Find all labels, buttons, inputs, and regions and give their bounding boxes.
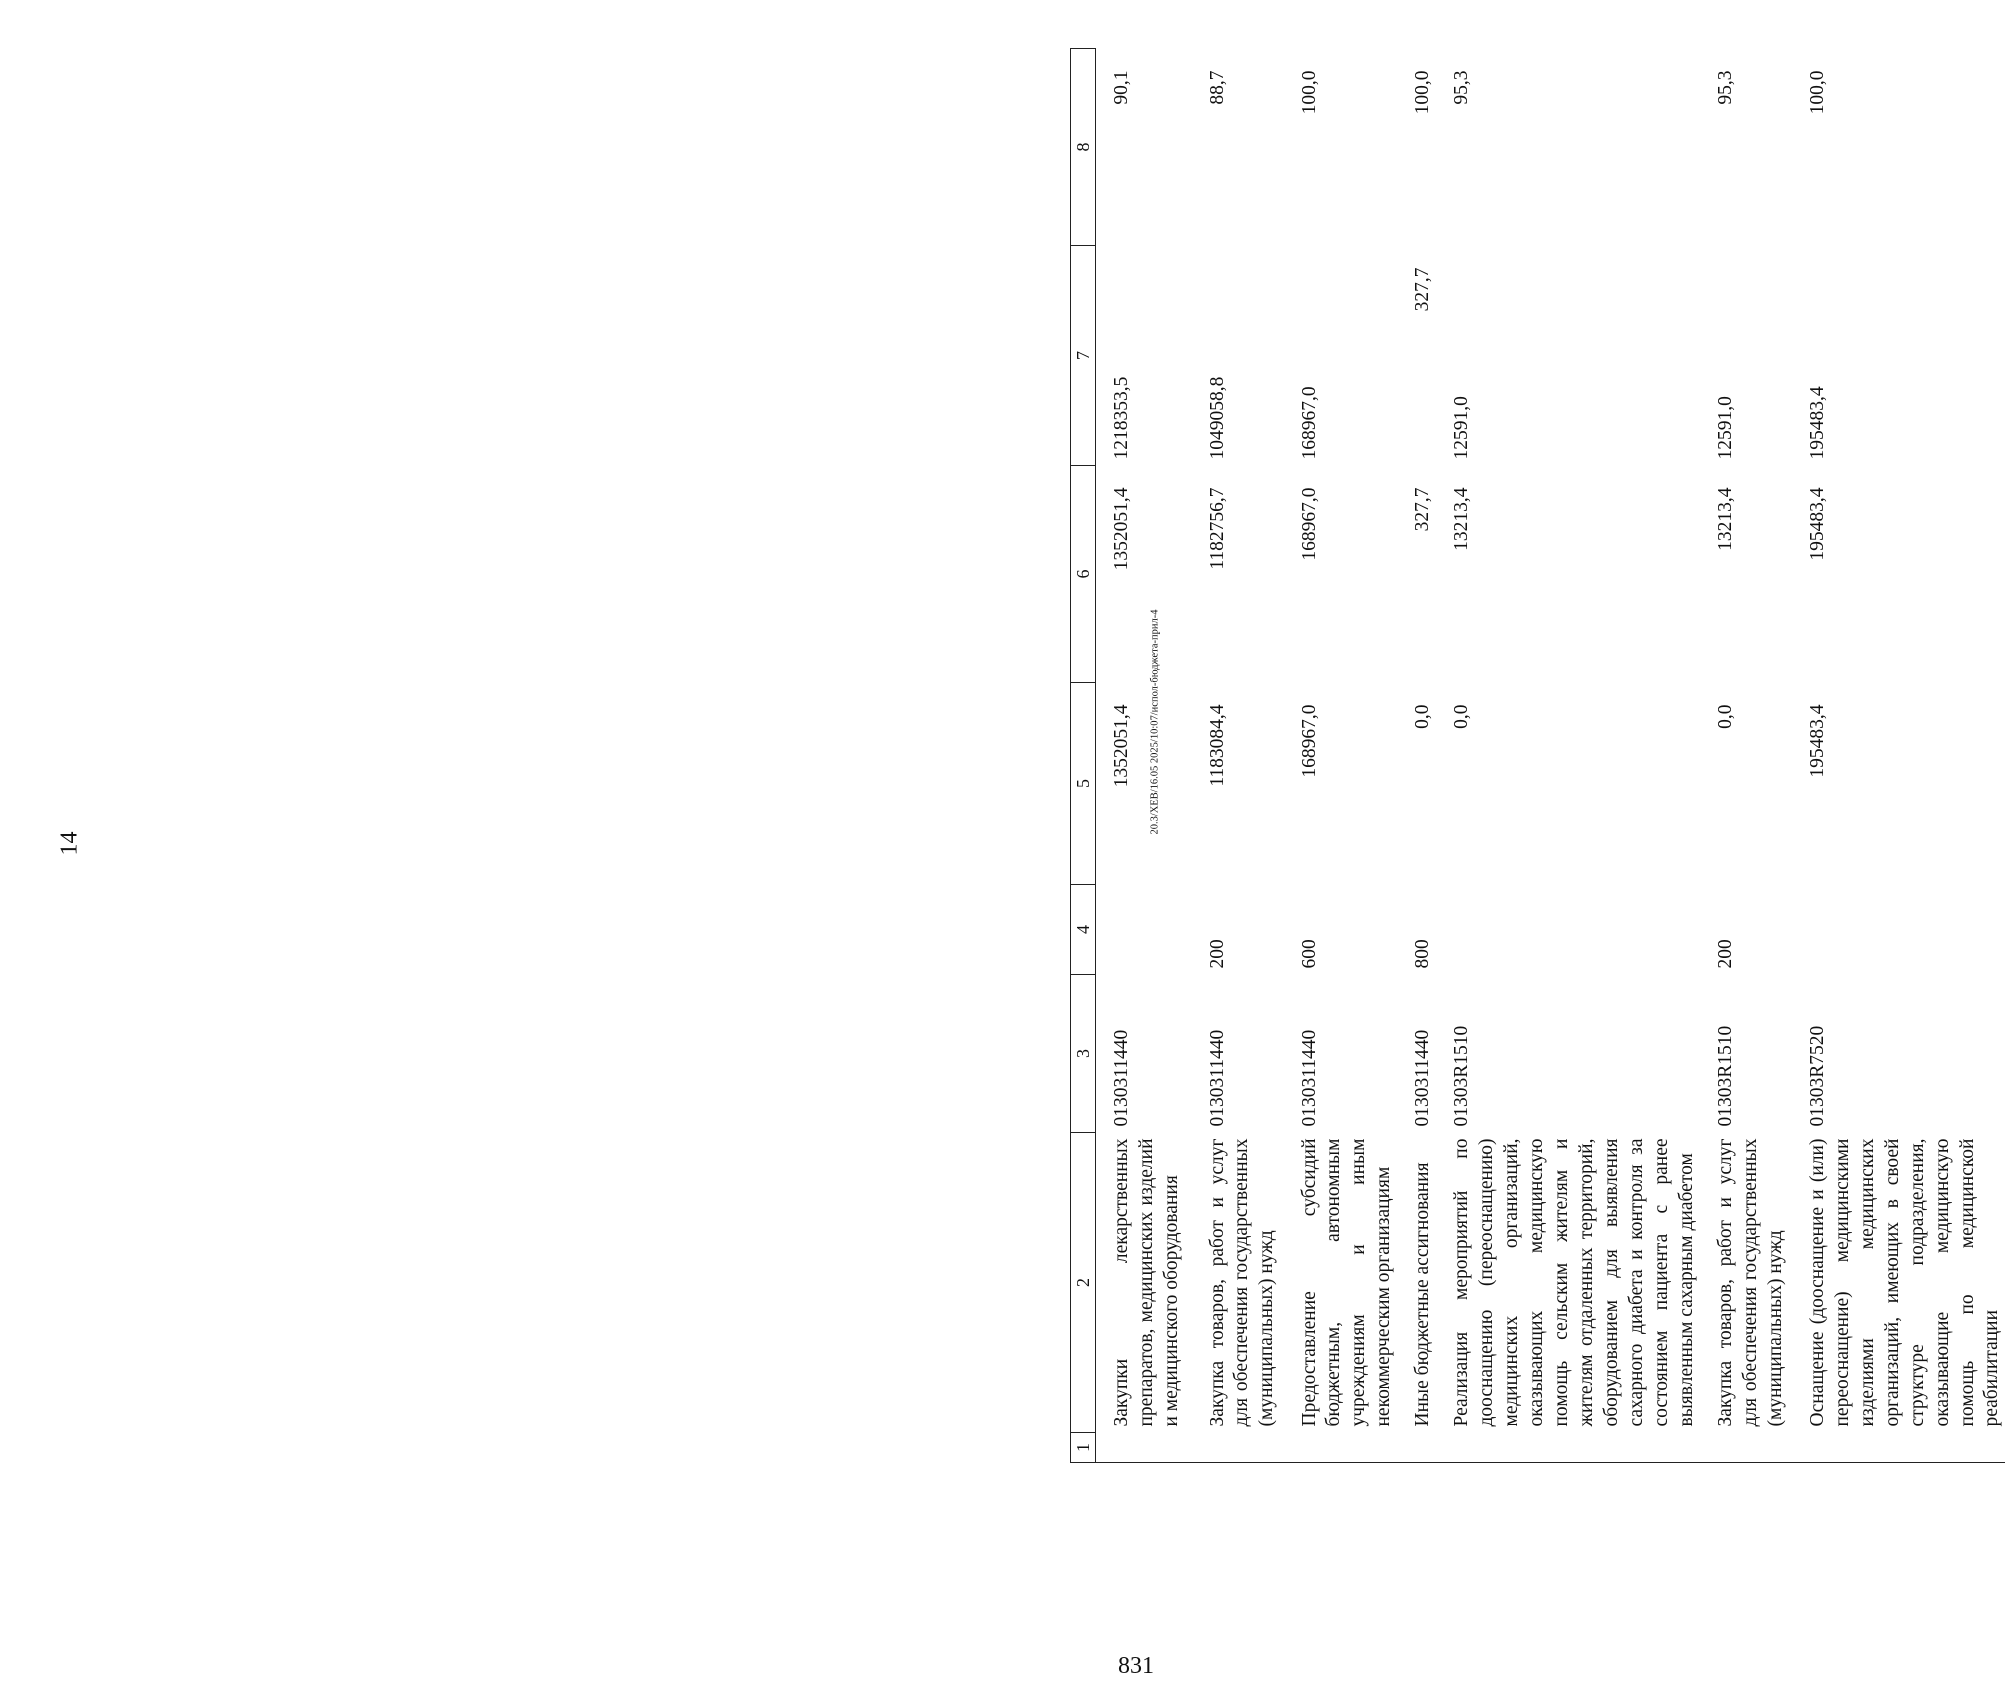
row-col7: 195483,4 (1806, 386, 1828, 460)
rotated-table-container (1070, 49, 2003, 1463)
stamp-text: 20.3/XEB/16.05 2025/10:07/испол-бюджета-прил-4 (1149, 609, 1161, 835)
row-col7: 12591,0 (1451, 396, 1473, 460)
row-vr: 200 (1714, 939, 1736, 969)
row-col7: 327,7 (1412, 267, 1434, 312)
col-header-4: 4 (1071, 885, 1096, 975)
col-header-5: 5 (1071, 683, 1096, 885)
row-name: Оснащение (дооснащение и (или) переоснащение) медицинскими изделиями медицинских организаций, имеющих в своей структуре подразделения, оказывающие медицинскую помощь по медицинской реабилитации (1806, 1138, 2003, 1427)
row-col6: 1352051,4 (1111, 487, 1132, 571)
row-col6: 327,7 (1412, 487, 1434, 532)
row-col8: 90,1 (1111, 70, 1132, 105)
row-vr: 800 (1412, 939, 1434, 969)
row-code: 0130311440 (1412, 1029, 1434, 1127)
col-header-3: 3 (1071, 975, 1096, 1133)
col-header-2: 2 (1071, 1133, 1096, 1433)
row-col8: 100,0 (1412, 70, 1434, 115)
row-col5: 1352051,4 (1111, 704, 1132, 788)
row-name: Предоставление субсидий бюджетным, автономным учреждениям и иным некоммерческим организациям (1298, 1138, 1395, 1427)
table-row (1096, 49, 1192, 1463)
table-row (1700, 49, 1792, 1463)
row-code: 0130311440 (1298, 1029, 1320, 1127)
row-code: 0130311440 (1111, 1029, 1132, 1127)
row-col5: 0,0 (1412, 704, 1434, 729)
table-row (1792, 49, 2005, 1463)
table-row (1284, 49, 1398, 1463)
row-col8: 100,0 (1298, 70, 1320, 115)
row-name: Закупка товаров, работ и услуг для обеспечения государственных (муниципальных) нужд (1206, 1138, 1278, 1427)
row-col5: 1183084,4 (1206, 704, 1228, 787)
row-col6: 1182756,7 (1206, 487, 1228, 570)
row-name: Иные бюджетные ассигнования (1412, 1162, 1434, 1427)
page-number: 14 (56, 831, 83, 856)
col-header-8: 8 (1071, 49, 1096, 246)
row-code: 01303R7520 (1806, 1025, 1828, 1127)
row-vr (1096, 885, 1192, 975)
row-col7: 12591,0 (1714, 396, 1736, 460)
table-row (1436, 49, 1700, 1463)
row-col8: 100,0 (1806, 70, 1828, 115)
row-col6: 13213,4 (1451, 487, 1473, 551)
col-header-7: 7 (1071, 246, 1096, 466)
row-code: 01303R1510 (1714, 1025, 1736, 1127)
table-header-row (1071, 49, 1096, 1463)
table-row (1192, 49, 1284, 1463)
row-col7: 1218353,5 (1111, 376, 1132, 460)
col-header-6: 6 (1071, 466, 1096, 683)
row-col7: 168967,0 (1298, 386, 1320, 460)
row-col5: 0,0 (1451, 704, 1473, 729)
row-col5: 0,0 (1714, 704, 1736, 729)
footer-page-number: 831 (1118, 1653, 1154, 1679)
row-col6: 195483,4 (1806, 487, 1828, 561)
row-col7: 1049058,8 (1206, 376, 1228, 460)
row-name: Реализация мероприятий по дооснащению (переоснащению) медицинских организаций, оказывающих медицинскую помощь сельским жителям и жителям отдаленных территорий, оборудованием для выявления сахарного диабета и контроля за состоянием пациента с ранее выявленным сахарным диабетом (1451, 1138, 1697, 1427)
row-vr: 200 (1206, 939, 1228, 969)
col-header-1: 1 (1071, 1433, 1096, 1463)
row-col5: 195483,4 (1806, 704, 1828, 778)
row-vr (1792, 885, 2005, 975)
row-col5: 168967,0 (1298, 704, 1320, 778)
row-code: 01303R1510 (1451, 1025, 1473, 1127)
row-vr: 600 (1298, 939, 1320, 969)
row-col6: 13213,4 (1714, 487, 1736, 551)
row-code: 0130311440 (1206, 1029, 1228, 1127)
row-vr (1436, 885, 1700, 975)
table-row (1397, 49, 1436, 1463)
budget-table (1070, 48, 2005, 1463)
row-col8: 88,7 (1206, 70, 1228, 105)
row-col8: 95,3 (1714, 70, 1736, 105)
row-name: Закупки лекарственных препаратов, медицинских изделий и медицинского оборудования (1111, 1138, 1182, 1427)
row-col6: 168967,0 (1298, 487, 1320, 561)
row-col8: 95,3 (1451, 70, 1473, 105)
row-name: Закупка товаров, работ и услуг для обеспечения государственных (муниципальных) нужд (1714, 1138, 1786, 1427)
